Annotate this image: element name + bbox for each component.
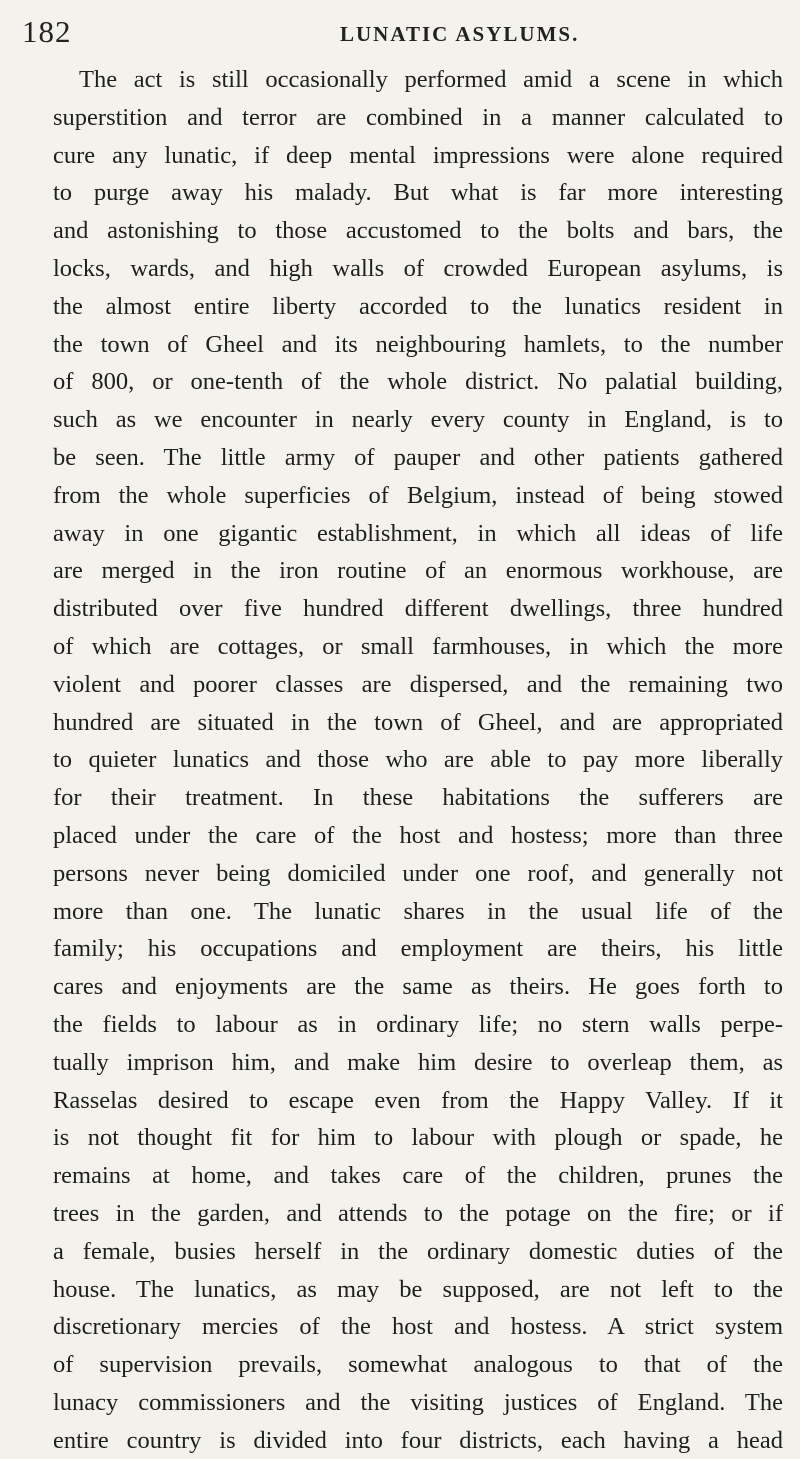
text-line: placed under the care of the host and hostess; more than three [53,821,783,849]
text-line: lunacy commissioners and the visiting justices of England. The [53,1388,783,1416]
text-line: and astonishing to those accustomed to the bolts and bars, the [53,217,783,245]
text-line: tually imprison him, and make him desire to overleap them, as [53,1048,783,1076]
text-line: superstition and terror are combined in a manner calculated to [53,103,783,131]
text-line: the almost entire liberty accorded to the lunatics resident in [53,292,783,320]
text-line: The act is still occasionally performed amid a scene in which [79,66,783,93]
text-line: Rasselas desired to escape even from the Happy Valley. If it [53,1086,783,1114]
text-line: of which are cottages, or small farmhouses, in which the more [53,632,783,660]
body-text [53,61,783,1459]
text-line: of supervision prevails, somewhat analogous to that of the [53,1351,783,1379]
text-line: family; his occupations and employment are theirs, his little [53,935,783,963]
text-line: house. The lunatics, as may be supposed, are not left to the [53,1275,783,1303]
page-number: 182 [22,14,72,49]
text-line: remains at home, and takes care of the children, prunes the [53,1162,783,1190]
text-line: from the whole superficies of Belgium, instead of being stowed [53,481,783,509]
text-line: entire country is divided into four districts, each having a head [53,1426,783,1454]
text-line: be seen. The little army of pauper and other patients gathered [53,443,783,471]
text-line: to purge away his malady. But what is far more interesting [53,179,783,207]
text-line: persons never being domiciled under one roof, and generally not [53,859,783,887]
text-line: of 800, or one-tenth of the whole district. No palatial building, [53,368,783,396]
text-line: discretionary mercies of the host and hostess. A strict system [53,1313,783,1341]
text-line: a female, busies herself in the ordinary domestic duties of the [53,1237,783,1265]
text-line: to quieter lunatics and those who are able to pay more liberally [53,746,783,774]
text-line: trees in the garden, and attends to the potage on the fire; or if [53,1199,783,1227]
text-line: away in one gigantic establishment, in which all ideas of life [53,519,783,547]
text-line: is not thought fit for him to labour with plough or spade, he [53,1124,783,1152]
text-line: cares and enjoyments are the same as theirs. He goes forth to [53,973,783,1001]
text-line: the town of Gheel and its neighbouring hamlets, to the number [53,330,783,358]
text-line: cure any lunatic, if deep mental impressions were alone required [53,141,783,169]
text-line: locks, wards, and high walls of crowded European asylums, is [53,254,783,282]
text-line: more than one. The lunatic shares in the usual life of the [53,897,783,925]
text-line: distributed over five hundred different dwellings, three hundred [53,595,783,623]
text-line: are merged in the iron routine of an enormous workhouse, are [53,557,783,585]
running-title: LUNATIC ASYLUMS. [340,22,580,46]
text-line: such as we encounter in nearly every county in England, is to [53,406,783,434]
text-line: for their treatment. In these habitations the sufferers are [53,784,783,812]
text-line: hundred are situated in the town of Gheel, and are appropriated [53,708,783,736]
text-line: the fields to labour as in ordinary life; no stern walls perpe- [53,1010,783,1038]
running-head [0,0,800,60]
text-line: violent and poorer classes are dispersed, and the remaining two [53,670,783,698]
